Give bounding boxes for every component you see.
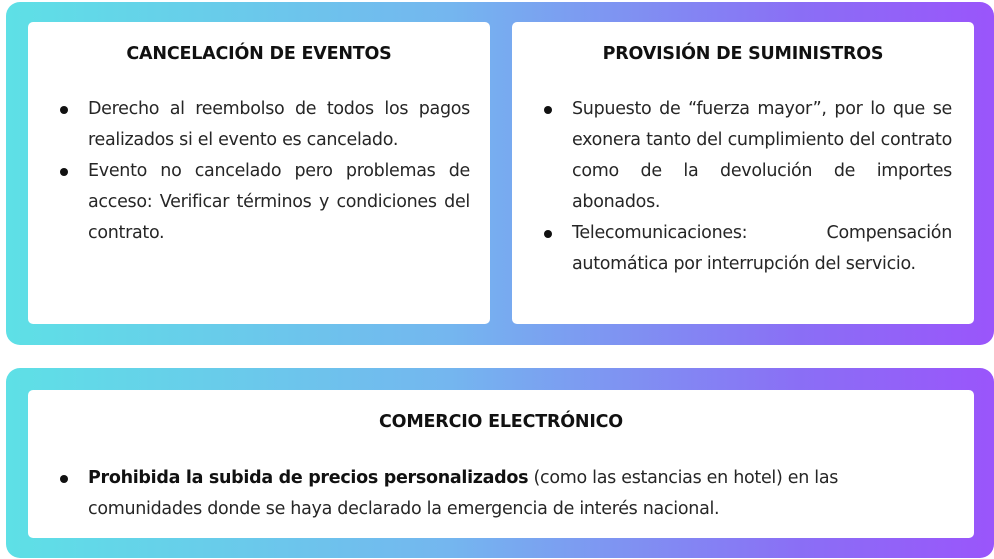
card-comercio-electronico	[28, 390, 974, 538]
list-item	[58, 463, 952, 525]
bullet-dot-icon	[60, 168, 68, 176]
list-item	[542, 94, 952, 218]
bullet-dot-icon	[544, 106, 552, 114]
list-item	[542, 218, 952, 280]
list-item-text: Supuesto de “fuerza mayor”, por lo que se exonera tanto del cumplimiento del contrato como de la devolución de importes abonados.	[572, 99, 952, 212]
card-title: COMERCIO ELECTRÓNICO	[379, 412, 623, 432]
card-provision-suministros	[512, 22, 974, 324]
card-title: PROVISIÓN DE SUMINISTROS	[602, 44, 884, 64]
bullet-list	[542, 94, 952, 280]
card-title: CANCELACIÓN DE EVENTOS	[126, 44, 392, 64]
bullet-dot-icon	[60, 106, 68, 114]
list-item-text: Evento no cancelado pero problemas de acceso: Verificar términos y condiciones del contrato.	[88, 161, 470, 243]
bullet-list	[58, 463, 952, 525]
list-item-text: Derecho al reembolso de todos los pagos realizados si el evento es cancelado.	[88, 99, 470, 150]
bullet-dot-icon	[60, 475, 68, 483]
list-item-text: (como las estancias en hotel) en las comunidades donde se haya declarado la emergencia de interés nacional.	[88, 468, 839, 519]
bullet-list	[58, 94, 470, 249]
list-item	[58, 94, 470, 156]
list-item-text: Telecomunicaciones: Compensación automática por interrupción del servicio.	[572, 223, 952, 274]
list-item	[58, 156, 470, 249]
card-cancelacion-eventos	[28, 22, 490, 324]
list-item-bold-text: Prohibida la subida de precios personalizados	[88, 468, 529, 488]
bullet-dot-icon	[544, 230, 552, 238]
